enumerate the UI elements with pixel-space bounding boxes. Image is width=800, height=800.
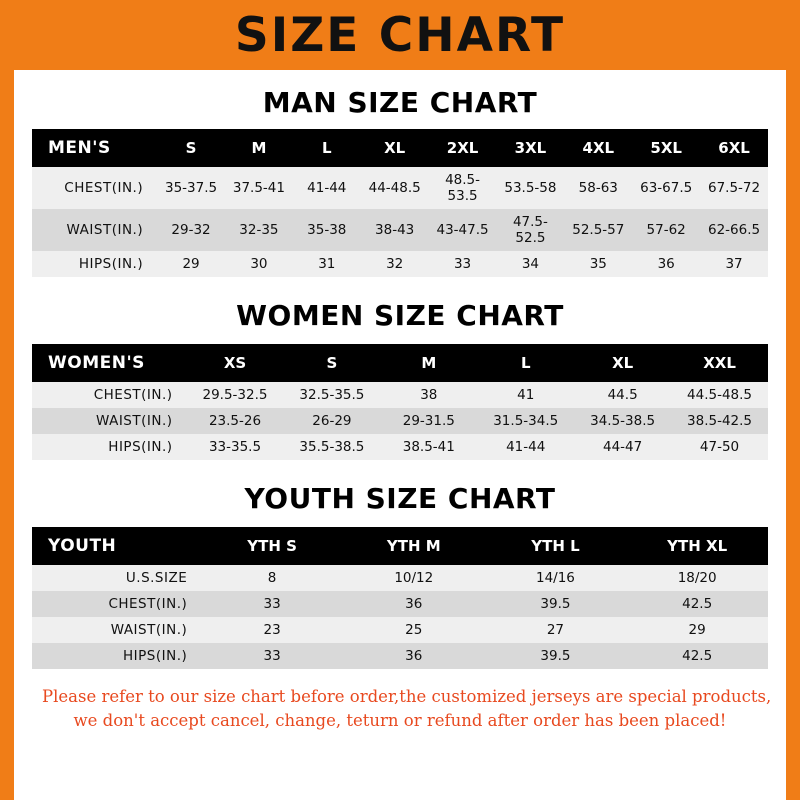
table-cell: 29 — [626, 617, 768, 643]
table-header-cell: WOMEN'S — [32, 344, 187, 382]
footer-note-line-1: Please refer to our size chart before order,the customized jerseys are special products, — [42, 687, 772, 706]
table-header-cell: S — [283, 344, 380, 382]
row-label: HIPS(IN.) — [32, 434, 187, 460]
table-cell: 33 — [429, 251, 497, 277]
table-cell: 33 — [201, 643, 343, 669]
table-header-cell: 5XL — [632, 129, 700, 167]
table-cell: 34.5-38.5 — [574, 408, 671, 434]
table-header-cell: L — [293, 129, 361, 167]
table-cell: 41-44 — [477, 434, 574, 460]
table-cell: 57-62 — [632, 209, 700, 251]
table-cell: 67.5-72 — [700, 167, 768, 209]
table-cell: 41-44 — [293, 167, 361, 209]
table-cell: 39.5 — [485, 643, 627, 669]
row-label: HIPS(IN.) — [32, 251, 157, 277]
table-cell: 10/12 — [343, 565, 485, 591]
table-cell: 63-67.5 — [632, 167, 700, 209]
man-section-title: MAN SIZE CHART — [262, 86, 538, 119]
row-label: CHEST(IN.) — [32, 167, 157, 209]
table-cell: 39.5 — [485, 591, 627, 617]
women-section-title: WOMEN SIZE CHART — [236, 299, 564, 332]
table-row — [32, 167, 768, 209]
table-header-cell: XXL — [671, 344, 768, 382]
table-row — [32, 209, 768, 251]
table-row — [32, 591, 768, 617]
table-cell: 36 — [632, 251, 700, 277]
table-cell: 31 — [293, 251, 361, 277]
table-header-cell: M — [380, 344, 477, 382]
table-row — [32, 251, 768, 277]
table-cell: 43-47.5 — [429, 209, 497, 251]
table-cell: 35-38 — [293, 209, 361, 251]
table-row — [32, 617, 768, 643]
table-cell: 31.5-34.5 — [477, 408, 574, 434]
table-row — [32, 565, 768, 591]
table-header-cell: 2XL — [429, 129, 497, 167]
table-cell: 38-43 — [361, 209, 429, 251]
table-row — [32, 382, 768, 408]
table-cell: 29.5-32.5 — [187, 382, 284, 408]
table-cell: 44.5 — [574, 382, 671, 408]
table-cell: 33-35.5 — [187, 434, 284, 460]
table-cell: 44-47 — [574, 434, 671, 460]
page-title: SIZE CHART — [234, 7, 566, 63]
table-cell: 30 — [225, 251, 293, 277]
table-header-cell: S — [157, 129, 225, 167]
youth-size-table — [32, 527, 768, 669]
table-cell: 53.5-58 — [496, 167, 564, 209]
table-header-cell: YTH M — [343, 527, 485, 565]
table-header-cell: YTH L — [485, 527, 627, 565]
table-cell: 35.5-38.5 — [283, 434, 380, 460]
table-header-row — [32, 527, 768, 565]
table-cell: 8 — [201, 565, 343, 591]
table-cell: 14/16 — [485, 565, 627, 591]
row-label: CHEST(IN.) — [32, 382, 187, 408]
table-row — [32, 434, 768, 460]
table-cell: 42.5 — [626, 643, 768, 669]
table-cell: 37.5-41 — [225, 167, 293, 209]
table-cell: 32-35 — [225, 209, 293, 251]
footer-note — [32, 685, 772, 733]
table-cell: 27 — [485, 617, 627, 643]
table-cell: 29-32 — [157, 209, 225, 251]
table-cell: 18/20 — [626, 565, 768, 591]
table-cell: 32.5-35.5 — [283, 382, 380, 408]
table-cell: 47.5-52.5 — [496, 209, 564, 251]
table-cell: 62-66.5 — [700, 209, 768, 251]
table-cell: 36 — [343, 591, 485, 617]
table-header-cell: YTH S — [201, 527, 343, 565]
table-header-cell: 6XL — [700, 129, 768, 167]
row-label: WAIST(IN.) — [32, 617, 201, 643]
table-row — [32, 643, 768, 669]
row-label: WAIST(IN.) — [32, 408, 187, 434]
table-cell: 37 — [700, 251, 768, 277]
table-header-cell: MEN'S — [32, 129, 157, 167]
table-cell: 38.5-41 — [380, 434, 477, 460]
footer-note-line-2: we don't accept cancel, change, teturn or refund after order has been placed! — [73, 710, 727, 730]
row-label: U.S.SIZE — [32, 565, 201, 591]
table-cell: 58-63 — [564, 167, 632, 209]
row-label: HIPS(IN.) — [32, 643, 201, 669]
table-cell: 34 — [496, 251, 564, 277]
women-size-table — [32, 344, 768, 460]
table-cell: 35 — [564, 251, 632, 277]
table-cell: 44-48.5 — [361, 167, 429, 209]
table-cell: 38 — [380, 382, 477, 408]
table-header-row — [32, 344, 768, 382]
table-cell: 23.5-26 — [187, 408, 284, 434]
man-size-table — [32, 129, 768, 277]
table-header-cell: XL — [574, 344, 671, 382]
table-cell: 23 — [201, 617, 343, 643]
table-header-cell: M — [225, 129, 293, 167]
table-header-cell: 3XL — [496, 129, 564, 167]
table-cell: 25 — [343, 617, 485, 643]
table-cell: 36 — [343, 643, 485, 669]
table-header-cell: 4XL — [564, 129, 632, 167]
row-label: CHEST(IN.) — [32, 591, 201, 617]
table-header-cell: YOUTH — [32, 527, 201, 565]
table-cell: 38.5-42.5 — [671, 408, 768, 434]
youth-section-title: YOUTH SIZE CHART — [244, 482, 556, 515]
chart-content — [14, 86, 786, 733]
row-label: WAIST(IN.) — [32, 209, 157, 251]
table-cell: 48.5-53.5 — [429, 167, 497, 209]
table-cell: 44.5-48.5 — [671, 382, 768, 408]
table-cell: 42.5 — [626, 591, 768, 617]
table-header-row — [32, 129, 768, 167]
table-cell: 29-31.5 — [380, 408, 477, 434]
table-cell: 41 — [477, 382, 574, 408]
table-cell: 26-29 — [283, 408, 380, 434]
table-header-cell: XS — [187, 344, 284, 382]
table-cell: 52.5-57 — [564, 209, 632, 251]
page-banner — [14, 0, 786, 70]
table-cell: 32 — [361, 251, 429, 277]
table-row — [32, 408, 768, 434]
table-cell: 29 — [157, 251, 225, 277]
table-cell: 47-50 — [671, 434, 768, 460]
table-cell: 35-37.5 — [157, 167, 225, 209]
table-header-cell: YTH XL — [626, 527, 768, 565]
table-cell: 33 — [201, 591, 343, 617]
table-header-cell: L — [477, 344, 574, 382]
table-header-cell: XL — [361, 129, 429, 167]
